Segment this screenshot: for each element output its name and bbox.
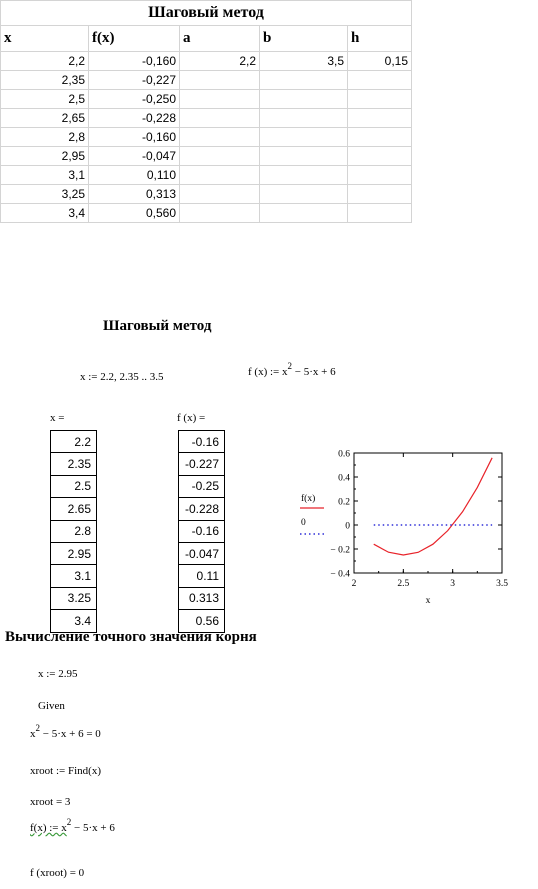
equation-prefix: x [30,728,36,740]
x-value-cell: 3.1 [51,565,97,587]
fx-value-cell: -0.047 [179,542,225,564]
y-tick-label: − 0.2 [330,545,350,556]
sheet-cell[interactable]: -0,160 [89,128,180,147]
fx-value-cell: -0.227 [179,453,225,475]
fx-value-row [179,453,225,475]
sheet-cell[interactable] [260,185,348,204]
sheet-cell[interactable]: 2,95 [1,147,89,166]
sheet-row [1,185,412,204]
sheet-cell[interactable] [348,166,412,185]
y-tick-label: 0 [345,521,350,532]
fx-values-table [178,430,225,633]
fx-value-row [179,475,225,497]
x-value-cell: 3.4 [51,610,97,632]
sheet-cell[interactable]: 3,1 [1,166,89,185]
sheet-cell[interactable] [180,204,260,223]
sheet-row [1,166,412,185]
fx-def-suffix: − 5·x + 6 [292,366,336,378]
sheet-cell[interactable] [348,71,412,90]
sheet-cell[interactable] [180,185,260,204]
sheet-cell[interactable] [348,204,412,223]
function-plot [290,440,520,620]
x-tick-label: 2 [351,579,357,589]
sheet-cell[interactable] [180,71,260,90]
fx-value-row [179,498,225,520]
fx-redefinition [30,817,115,834]
x-value-row [51,587,97,609]
given-keyword: Given [38,700,65,712]
sheet-cell[interactable]: 2,5 [1,90,89,109]
sheet-header-b[interactable]: b [260,26,348,52]
x-value-cell: 3.25 [51,587,97,609]
x-value-row [51,565,97,587]
x-value-row [51,520,97,542]
x-value-cell: 2.8 [51,520,97,542]
plot-frame [354,453,502,573]
sheet-row [1,90,412,109]
sheet-cell[interactable]: 0,110 [89,166,180,185]
sheet-cell[interactable] [180,109,260,128]
fx-value-row [179,431,225,453]
x-value-cell: 2.5 [51,475,97,497]
sheet-cell[interactable]: -0,250 [89,90,180,109]
y-tick-label: 0.4 [338,473,350,484]
sheet-cell[interactable]: -0,228 [89,109,180,128]
equation-exponent: 2 [35,723,40,733]
fx-table-label: f (x) = [177,412,206,424]
x-range-definition: x := 2.2, 2.35 .. 3.5 [80,371,164,383]
fx-value-cell: -0.16 [179,520,225,542]
sheet-cell[interactable]: -0,227 [89,71,180,90]
sheet-cell[interactable]: 3,25 [1,185,89,204]
sheet-title: Шаговый метод [1,1,412,26]
sheet-header-fx[interactable]: f(x) [89,26,180,52]
sheet-cell[interactable] [260,128,348,147]
x-tick-label: 2.5 [397,579,410,589]
sheet-cell[interactable]: 2,8 [1,128,89,147]
sheet-cell[interactable] [180,128,260,147]
y-tick-label: 0.6 [338,449,350,460]
sheet-cell[interactable] [180,90,260,109]
x-tick-label: 3.5 [496,579,508,589]
sheet-cell[interactable] [348,185,412,204]
sheet-cell[interactable] [348,109,412,128]
sheet-cell[interactable] [260,204,348,223]
fx-definition [248,361,336,378]
sheet-cell[interactable] [260,147,348,166]
x-initial-value: x := 2.95 [38,668,78,680]
fx-value-cell: -0.16 [179,431,225,453]
sheet-row [1,204,412,223]
sheet-cell[interactable]: 2,65 [1,109,89,128]
sheet-row [1,147,412,166]
equation [30,723,101,740]
y-tick-label: − 0.4 [330,569,350,580]
xroot-result: xroot = 3 [30,796,71,808]
x-value-cell: 2.35 [51,453,97,475]
equation-suffix: − 5·x + 6 = 0 [40,728,101,740]
sheet-header-row [1,26,412,52]
sheet-cell[interactable] [260,71,348,90]
fx-value-row [179,542,225,564]
fx-value-cell: 0.11 [179,565,225,587]
y-tick-label: 0.2 [338,497,350,508]
section2-heading: Вычисление точного значения корня [5,629,257,645]
sheet-cell[interactable]: 2,35 [1,71,89,90]
sheet-cell[interactable]: 2,2 [1,52,89,71]
sheet-cell[interactable] [260,109,348,128]
sheet-cell[interactable] [348,128,412,147]
sheet-row [1,128,412,147]
xroot-definition: xroot := Find(x) [30,765,101,777]
fx-value-cell: -0.228 [179,498,225,520]
x-value-row [51,498,97,520]
legend-label-zero: 0 [301,518,306,528]
sheet-header-a[interactable]: a [180,26,260,52]
sheet-row [1,109,412,128]
sheet-header-h[interactable]: h [348,26,412,52]
x-value-row [51,542,97,564]
sheet-cell[interactable]: -0,047 [89,147,180,166]
sheet-cell[interactable] [180,166,260,185]
x-axis-label: x [425,596,431,606]
fx-value-row [179,520,225,542]
fxroot-result: f (xroot) = 0 [30,867,85,879]
fx-redef-suffix: − 5·x + 6 [71,822,115,834]
sheet-cell[interactable]: -0,160 [89,52,180,71]
sheet-cell[interactable]: 3,5 [260,52,348,71]
sheet-cell[interactable]: 0,313 [89,185,180,204]
fx-value-row [179,587,225,609]
fx-def-exponent: 2 [287,361,292,371]
sheet-cell[interactable]: 0,560 [89,204,180,223]
x-value-row [51,453,97,475]
fx-value-cell: 0.313 [179,587,225,609]
x-value-cell: 2.65 [51,498,97,520]
fx-value-cell: 0.56 [179,610,225,632]
x-value-row [51,475,97,497]
sheet-cell[interactable] [348,90,412,109]
sheet-cell[interactable]: 2,2 [180,52,260,71]
sheet-header-x[interactable]: x [1,26,89,52]
x-tick-label: 3 [450,579,456,589]
x-value-cell: 2.95 [51,542,97,564]
sheet-cell[interactable]: 0,15 [348,52,412,71]
sheet-row [1,71,412,90]
fx-redef-prefix: f(x) := x [30,822,67,834]
sheet-cell[interactable] [180,147,260,166]
fx-def-prefix: f (x) := x [248,366,288,378]
sheet-cell[interactable] [260,90,348,109]
sheet-row [1,52,412,71]
sheet-cell[interactable] [260,166,348,185]
fx-value-row [179,565,225,587]
sheet-cell[interactable] [348,147,412,166]
x-table-label: x = [50,412,65,424]
fx-redef-exponent: 2 [66,817,72,827]
sheet-cell[interactable]: 3,4 [1,204,89,223]
fx-value-cell: -0.25 [179,475,225,497]
fx-curve [374,458,492,555]
x-value-cell: 2.2 [51,431,97,453]
x-values-table [50,430,97,633]
x-value-row [51,431,97,453]
mathcad-heading: Шаговый метод [103,318,212,334]
legend-label-fx: f(x) [301,494,316,504]
spreadsheet-table [0,0,412,223]
